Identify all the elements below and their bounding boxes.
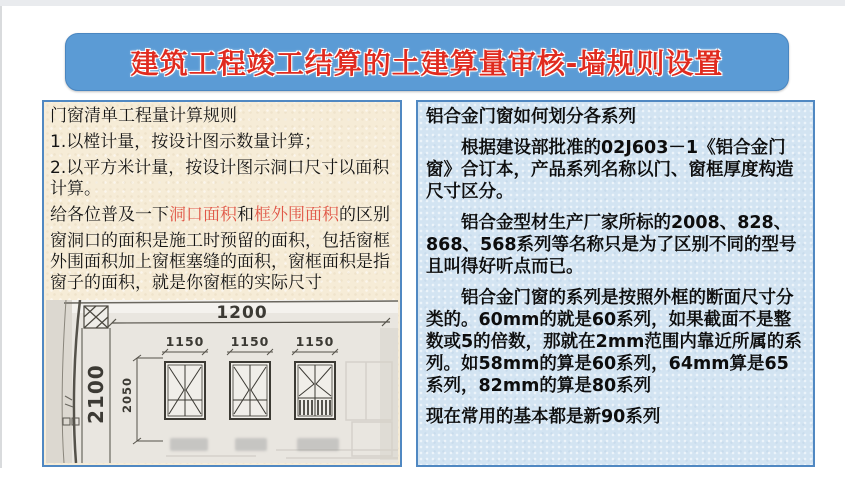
slide-left-edge xyxy=(0,6,2,468)
window-elevation-2 xyxy=(227,334,273,419)
dim-1200: 1200 xyxy=(216,303,268,323)
slide-title: 建筑工程竣工结算的土建算量审核-墙规则设置 xyxy=(130,47,724,80)
rules-heading: 门窗清单工程量计算规则 xyxy=(50,106,237,126)
window-elevation-drawing xyxy=(46,300,398,463)
series-para-standard: 根据建设部批准的02J603－1《铝合金门窗》合订本，产品系列名称以门、窗框厚度构造尺寸区分。 xyxy=(426,138,794,202)
note-mid: 和 xyxy=(237,205,254,225)
frame-perimeter-term: 框外围面积 xyxy=(254,205,339,225)
dim-2050: 2050 xyxy=(120,376,134,413)
aluminum-series-panel xyxy=(416,100,815,467)
opening-area-term: 洞口面积 xyxy=(169,205,237,225)
note-suffix: 的区别 xyxy=(339,205,390,225)
series-para-classification: 铝合金门窗的系列是按照外框的断面尺寸分类的。60mm的就是60系列，如果截面不是整数或5的倍数，那就在2mm范围内靠近所属的系列。如58mm的算是60系列，64mm算是65系列，82mm的算是80系列 xyxy=(426,288,802,396)
window-top-strip xyxy=(0,0,845,6)
series-para-common: 现在常用的基本都是新90系列 xyxy=(426,407,661,427)
area-description: 窗洞口的面积是施工时预留的面积，包括窗框外围面积加上窗框塞缝的面积，窗框面积是指窗子的面积，就是你窗框的实际尺寸 xyxy=(50,231,390,293)
svg-text:1150: 1150 xyxy=(165,334,205,349)
dim-2100: 2100 xyxy=(84,364,108,424)
series-para-manufacturers: 铝合金型材生产厂家所标的2008、828、868、568系列等名称只是为了区别不同的型号且叫得好听点而已。 xyxy=(426,213,797,277)
redacted-labels xyxy=(170,438,339,451)
rule-2: 2.以平方米计量，按设计图示洞口尺寸以面积计算。 xyxy=(50,158,390,199)
series-heading: 铝合金门窗如何划分各系列 xyxy=(426,107,636,127)
rule-1: 1.以樘计量，按设计图示数量计算； xyxy=(50,132,322,152)
area-difference-note xyxy=(50,205,394,226)
door-window-rules-panel xyxy=(42,100,402,467)
hatch-symbol xyxy=(84,306,108,328)
svg-text:1150: 1150 xyxy=(295,334,335,349)
note-prefix: 给各位普及一下 xyxy=(50,205,169,225)
window-elevation-3 xyxy=(292,334,338,419)
window-elevation-1 xyxy=(162,334,208,419)
window-schedule-scan xyxy=(46,300,398,463)
svg-text:1150: 1150 xyxy=(230,334,270,349)
slide-title-bar xyxy=(65,33,789,91)
